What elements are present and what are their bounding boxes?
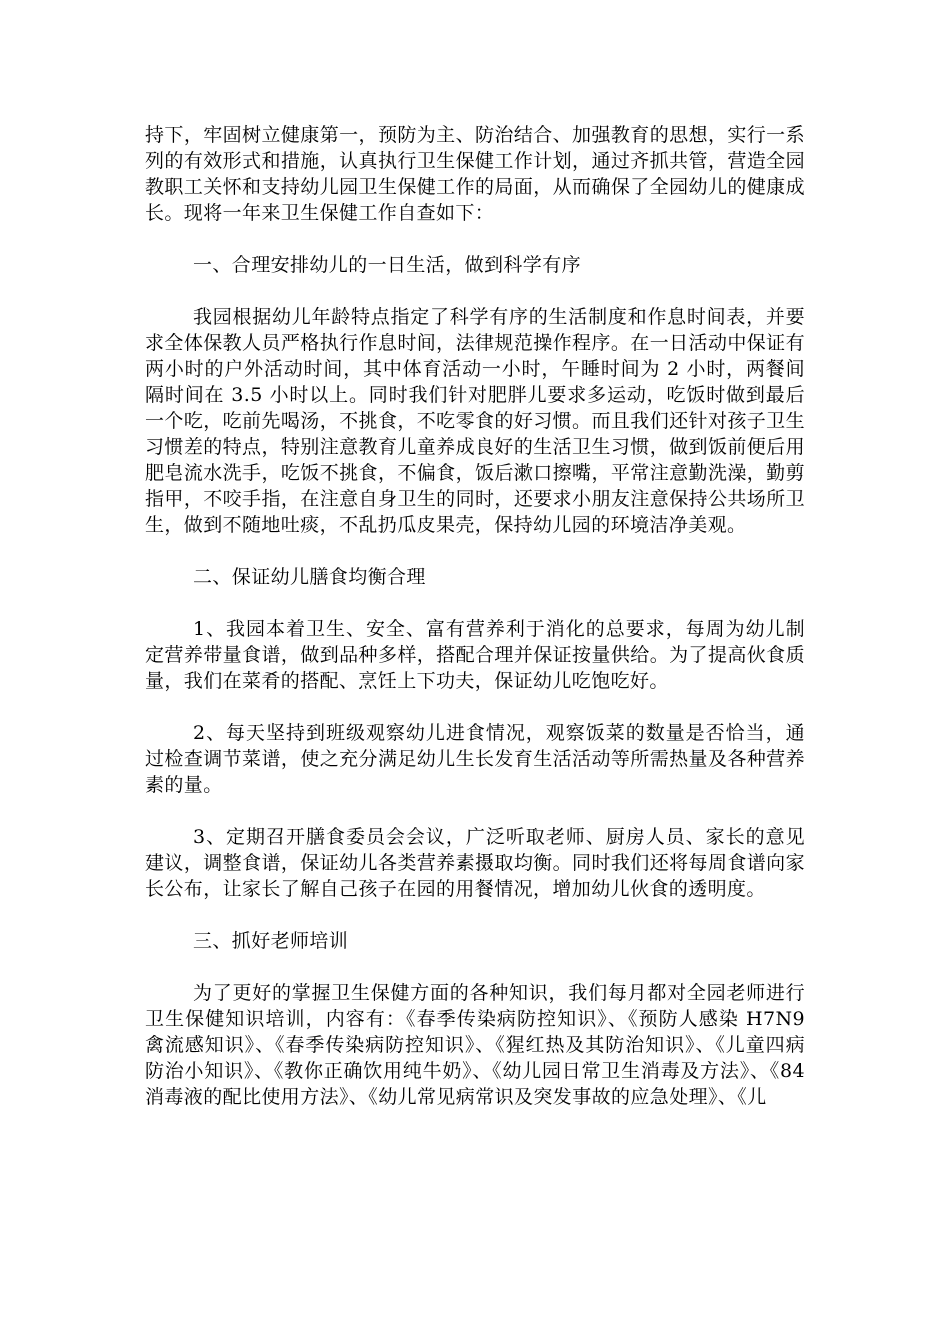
body-paragraph: 持下，牢固树立健康第一，预防为主、防治结合、加强教育的思想，实行一系列的有效形式和措施，认真执行卫生保健工作计划，通过齐抓共管，营造全园教职工关怀和支持幼儿园卫生保健工作的局面，从而确保了全园幼儿的健康成长。现将一年来卫生保健工作自查如下： bbox=[145, 124, 805, 224]
body-paragraph: 2、每天坚持到班级观察幼儿进食情况，观察饭菜的数量是否恰当，通过检查调节菜谱，使之充分满足幼儿生长发育生活活动等所需热量及各种营养素的量。 bbox=[145, 722, 805, 796]
body-paragraph: 为了更好的掌握卫生保健方面的各种知识，我们每月都对全园老师进行卫生保健知识培训，内容有：《春季传染病防控知识》、《预防人感染 H7N9 禽流感知识》、《春季传染病防控知识》、《猩红热及其防治知识》、《儿童四病防治小知识》、《教你正确饮用纯牛奶》、《幼儿园日常卫生消毒及方法》、《84 消毒液的配比使用方法》、《幼儿常见病常识及突发事故的应急处理》、《儿 bbox=[145, 982, 805, 1108]
section-heading-2: 二、保证幼儿膳食均衡合理 bbox=[193, 566, 426, 588]
body-paragraph: 1、我园本着卫生、安全、富有营养利于消化的总要求，每周为幼儿制定营养带量食谱，做到品种多样，搭配合理并保证按量供给。为了提高伙食质量，我们在菜肴的搭配、烹饪上下功夫，保证幼儿吃饱吃好。 bbox=[145, 618, 805, 692]
body-paragraph: 我园根据幼儿年龄特点指定了科学有序的生活制度和作息时间表，并要求全体保教人员严格执行作息时间，法律规范操作程序。在一日活动中保证有两小时的户外活动时间，其中体育活动一小时，午睡时间为 2 小时，两餐间隔时间在 3.5 小时以上。同时我们针对肥胖儿要求多运动，吃饭时做到最后一个吃，吃前先喝汤，不挑食，不吃零食的好习惯。而且我们还针对孩子卫生习惯差的特点，特别注意教育儿童养成良好的生活卫生习惯，做到饭前便后用肥皂流水洗手，吃饭不挑食，不偏食，饭后漱口擦嘴，平常注意勤洗澡，勤剪指甲，不咬手指，在注意自身卫生的同时，还要求小朋友注意保持公共场所卫生，做到不随地吐痰，不乱扔瓜皮果壳，保持幼儿园的环境洁净美观。 bbox=[145, 306, 805, 536]
body-paragraph: 3、定期召开膳食委员会会议，广泛听取老师、厨房人员、家长的意见建议，调整食谱，保证幼儿各类营养素摄取均衡。同时我们还将每周食谱向家长公布，让家长了解自己孩子在园的用餐情况，增加幼儿伙食的透明度。 bbox=[145, 826, 805, 900]
section-heading-3: 三、抓好老师培训 bbox=[193, 930, 349, 952]
document-page bbox=[145, 122, 805, 1136]
section-heading-1: 一、合理安排幼儿的一日生活，做到科学有序 bbox=[193, 254, 582, 276]
